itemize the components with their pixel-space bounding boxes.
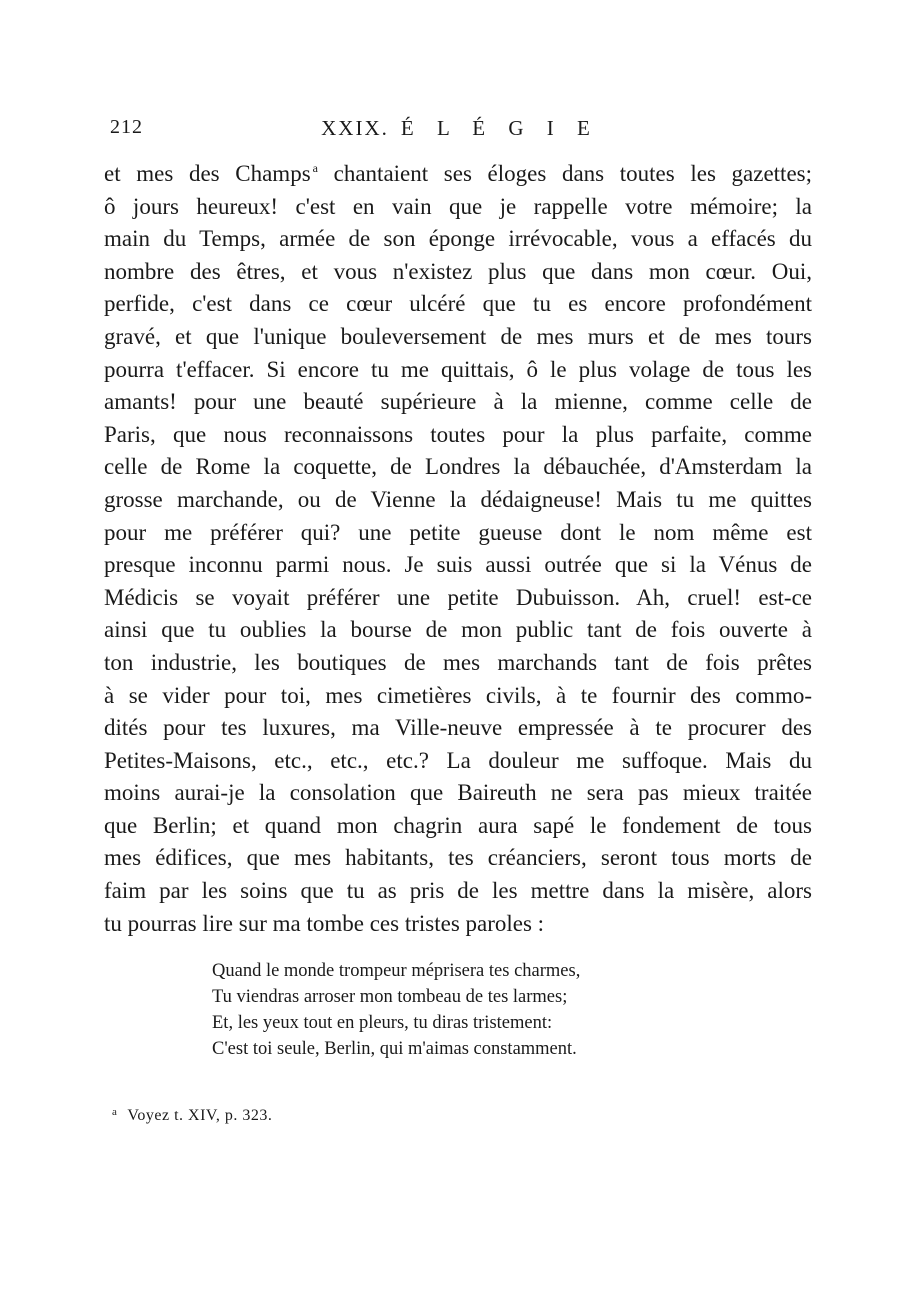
text-line: pourra t'effacer. Si encore tu me quittais, ô le plus volage de tous les [104, 356, 812, 382]
text-line: et mes des Champs $^a$ chantaient ses éloges dans toutes les gazettes; [104, 161, 812, 186]
text-line: moins aurai-je la consolation que Baireuth ne sera pas mieux traitée [104, 780, 812, 806]
verse-line: C'est toi seule, Berlin, qui m'aimas constamment. [212, 1039, 577, 1059]
text-line: tu pourras lire sur ma tombe ces tristes paroles : [104, 910, 545, 936]
text-line: Petites-Maisons, etc., etc., etc.? La douleur me suffoque. Mais du [104, 747, 812, 773]
footnote-mark: a [112, 1106, 118, 1118]
footnote-text: Voyez t. XIV, p. 323. [127, 1107, 273, 1124]
footnote-reference: a [312, 161, 318, 175]
text-line: pour me préférer qui? une petite gueuse dont le nom même est [104, 519, 812, 545]
verse-line: Quand le monde trompeur méprisera tes charmes, [212, 961, 581, 981]
page-number: 212 [110, 116, 143, 138]
chapter-title: É L É G I E [400, 116, 599, 140]
text-line: à se vider pour toi, mes cimetières civils, à te fournir des commo- [104, 682, 812, 708]
text-line: perfide, c'est dans ce cœur ulcéré que tu es encore profondément [104, 291, 812, 317]
verse-block [212, 958, 692, 1062]
text-line: celle de Rome la coquette, de Londres la débauchée, d'Amsterdam la [104, 454, 812, 480]
text-line: mes édifices, que mes habitants, tes créanciers, seront tous morts de [104, 845, 812, 871]
text-line: dités pour tes luxures, ma Ville-neuve empressée à te procurer des [104, 715, 812, 741]
page-header [110, 116, 810, 146]
text-line: ainsi que tu oublies la bourse de mon public tant de fois ouverte à [104, 617, 812, 643]
text-line: que Berlin; et quand mon chagrin aura sapé le fondement de tous [104, 812, 812, 838]
text-line: ton industrie, les boutiques de mes marchands tant de fois prêtes [104, 649, 812, 675]
verse-line: Et, les yeux tout en pleurs, tu diras tristement: [212, 1013, 553, 1033]
text-line: Paris, que nous reconnaissons toutes pour la plus parfaite, comme [104, 421, 812, 447]
running-head [110, 116, 810, 141]
text-line: Médicis se voyait préférer une petite Dubuisson. Ah, cruel! est-ce [104, 584, 812, 610]
text-line: gravé, et que l'unique bouleversement de mes murs et de mes tours [104, 323, 812, 349]
text-line: grosse marchande, ou de Vienne la dédaigneuse! Mais tu me quittes [104, 486, 812, 512]
chapter-number: XXIX. [321, 116, 389, 140]
text-line: presque inconnu parmi nous. Je suis aussi outrée que si la Vénus de [104, 552, 812, 578]
text-line: ô jours heureux! c'est en vain que je rappelle votre mémoire; la [104, 193, 812, 219]
verse-line: Tu viendras arroser mon tombeau de tes larmes; [212, 987, 568, 1007]
body-text [104, 158, 812, 940]
footnote [112, 1106, 272, 1125]
text-line: amants! pour une beauté supérieure à la mienne, comme celle de [104, 389, 812, 415]
text-line: nombre des êtres, et vous n'existez plus que dans mon cœur. Oui, [104, 258, 812, 284]
text-line: faim par les soins que tu as pris de les mettre dans la misère, alors [104, 878, 812, 904]
text-line: main du Temps, armée de son éponge irrévocable, vous a effacés du [104, 226, 812, 252]
